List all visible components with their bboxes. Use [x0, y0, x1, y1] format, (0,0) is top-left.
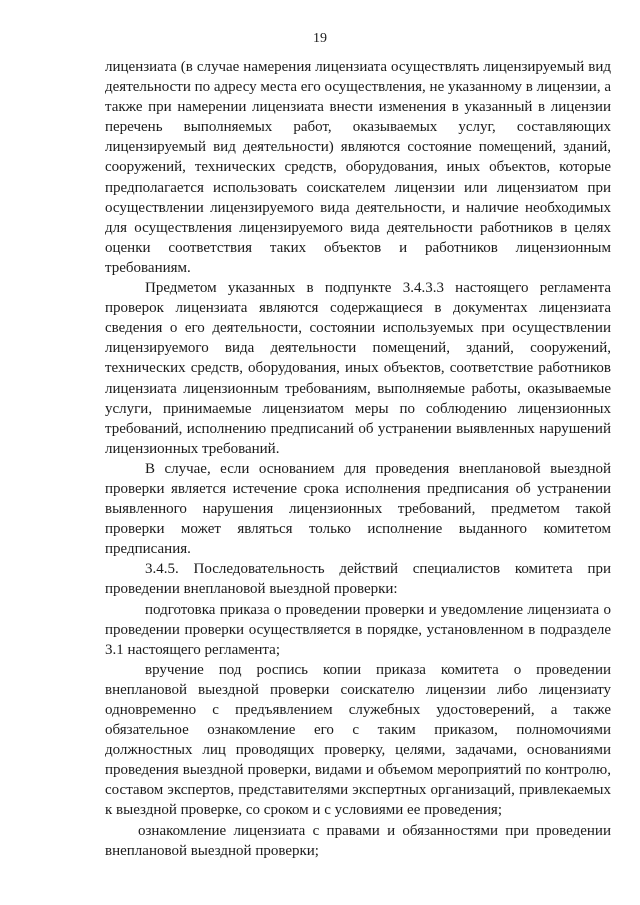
page-number: 19 [313, 31, 327, 46]
paragraph-rights-familiarization: ознакомление лицензиата с правами и обязанностями при проведении внеплановой выездной проверки; [105, 822, 611, 859]
paragraph-section-3-4-5: 3.4.5. Последовательность действий специалистов комитета при проведении внеплановой выездной проверки: [105, 561, 611, 598]
paragraph-order-preparation: подготовка приказа о проведении проверки и уведомление лицензиата о проведении проверки осуществляется в порядке, установленном в подразделе 3.1 настоящего регламента; [105, 601, 611, 658]
paragraph-continuation: лицензиата (в случае намерения лицензиата осуществлять лицензируемый вид деятельности по адресу места его осуществления, не указанному в лицензии, а также при намерении лицензиата внести изменения в указанный в лицензии перечень выполняемых работ, оказываемых услуг, составляющих лицензируемый вид деятельности) являются состояние помещений, зданий, сооружений, технических средств, оборудования, иных объектов, которые предполагается использовать соискателем лицензии или лицензиатом при осуществлении лицензируемого вида деятельности, и наличие необходимых для осуществления лицензируемого вида деятельности работников в целях оценки соответствия таких объектов и работников лицензионным требованиям. [105, 59, 611, 276]
document-body [105, 57, 611, 861]
paragraph-inspection-subject: Предметом указанных в подпункте 3.4.3.3 настоящего регламента проверок лицензиата являются содержащиеся в документах лицензиата сведения о его деятельности, состоянии используемых при осуществлении лицензируемого вида деятельности помещений, зданий, сооружений, технических средств, оборудования, иных объектов, соответствие работников лицензиата лицензионным требованиям, выполняемые работы, оказываемые услуги, принимаемые лицензиатом меры по соблюдению лицензионных требований, исполнению предписаний об устранении выявленных нарушений лицензионных требований. [105, 280, 611, 457]
paragraph-order-delivery: вручение под роспись копии приказа комитета о проведении внеплановой выездной проверки соискателю лицензии либо лицензиату одновременно с предъявлением служебных удостоверений, а также обязательное ознакомление его с таким приказом, полномочиями должностных лиц проводящих проверку, целями, задачами, основаниями проведения выездной проверки, видами и объемом мероприятий по контролю, составом экспертов, представителями экспертных организаций, привлекаемых к выездной проверке, со сроком и с условиями ее проведения; [105, 661, 611, 819]
paragraph-order-expiry: В случае, если основанием для проведения внеплановой выездной проверки является истечение срока исполнения предписания об устранении выявленного нарушения лицензионных требований, предметом такой проверки может являться только исполнение выданного комитетом предписания. [105, 460, 611, 558]
